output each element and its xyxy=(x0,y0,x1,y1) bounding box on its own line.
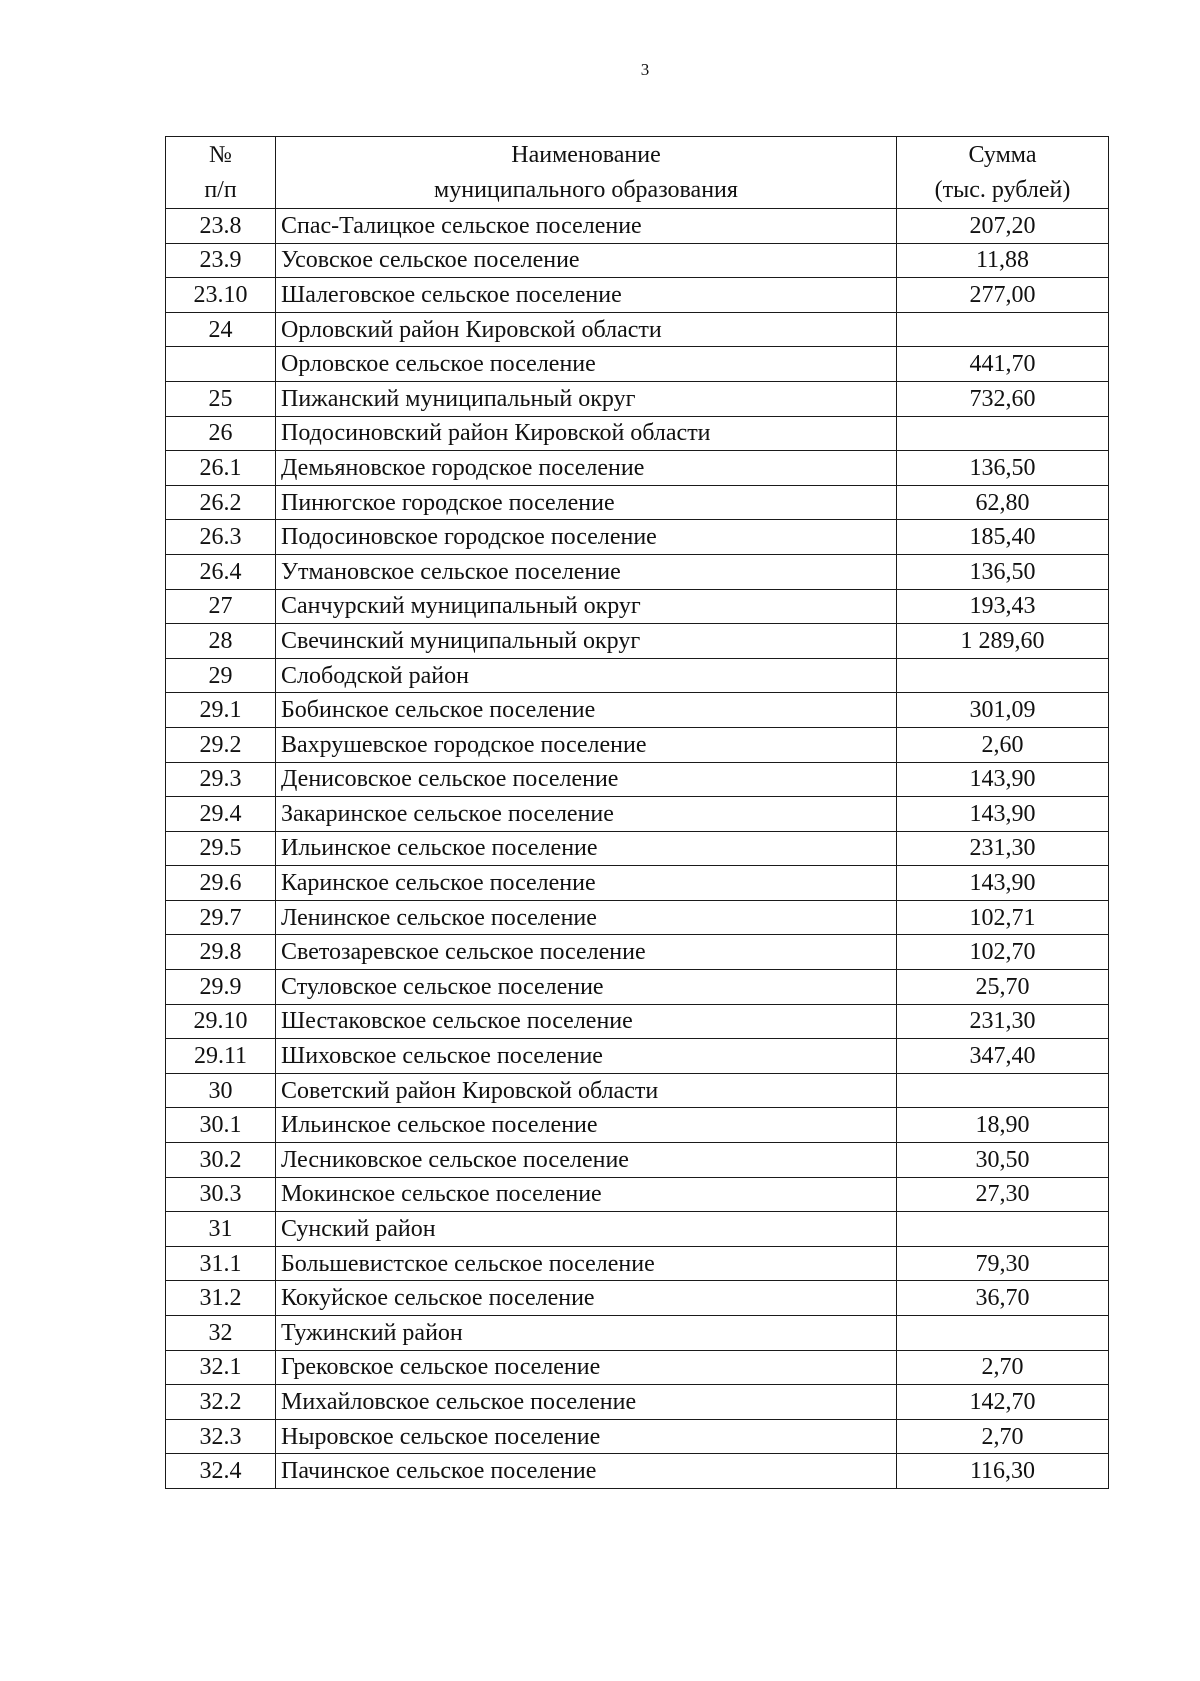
municipality-name-cell: Лесниковское сельское поселение xyxy=(276,1143,897,1178)
header-row xyxy=(166,137,1109,209)
allocation-table xyxy=(165,136,1109,1489)
row-number-cell: 29.9 xyxy=(166,970,276,1005)
amount-cell: 231,30 xyxy=(897,1004,1109,1039)
row-number-cell: 26.4 xyxy=(166,554,276,589)
table-row xyxy=(166,1039,1109,1074)
table-body xyxy=(166,209,1109,1489)
table-row xyxy=(166,1177,1109,1212)
amount-cell: 27,30 xyxy=(897,1177,1109,1212)
municipality-name-cell: Бобинское сельское поселение xyxy=(276,693,897,728)
amount-cell: 277,00 xyxy=(897,278,1109,313)
row-number-cell: 29 xyxy=(166,658,276,693)
header-sum xyxy=(897,137,1109,209)
municipality-name-cell: Закаринское сельское поселение xyxy=(276,797,897,832)
row-number-cell: 31.2 xyxy=(166,1281,276,1316)
amount-cell: 347,40 xyxy=(897,1039,1109,1074)
municipality-name-cell: Свечинский муниципальный округ xyxy=(276,624,897,659)
table-row xyxy=(166,589,1109,624)
amount-cell: 207,20 xyxy=(897,209,1109,244)
amount-cell xyxy=(897,416,1109,451)
row-number-cell: 32.2 xyxy=(166,1385,276,1420)
municipality-name-cell: Светозаревское сельское поселение xyxy=(276,935,897,970)
table-row xyxy=(166,658,1109,693)
row-number-cell: 32.3 xyxy=(166,1419,276,1454)
row-number-cell: 29.4 xyxy=(166,797,276,832)
municipality-name-cell: Михайловское сельское поселение xyxy=(276,1385,897,1420)
municipality-name-cell: Тужинский район xyxy=(276,1316,897,1351)
table-row xyxy=(166,1454,1109,1489)
amount-cell xyxy=(897,1212,1109,1247)
municipality-name-cell: Вахрушевское городское поселение xyxy=(276,727,897,762)
row-number-cell: 25 xyxy=(166,381,276,416)
municipality-name-cell: Слободской район xyxy=(276,658,897,693)
municipality-name-cell: Большевистское сельское поселение xyxy=(276,1246,897,1281)
header-name-line-2: муниципального образования xyxy=(434,176,738,203)
municipality-name-cell: Шиховское сельское поселение xyxy=(276,1039,897,1074)
table-row xyxy=(166,451,1109,486)
table-row xyxy=(166,693,1109,728)
municipality-name-cell: Подосиновский район Кировской области xyxy=(276,416,897,451)
table-row xyxy=(166,485,1109,520)
row-number-cell: 29.3 xyxy=(166,762,276,797)
municipality-name-cell: Санчурский муниципальный округ xyxy=(276,589,897,624)
amount-cell: 143,90 xyxy=(897,797,1109,832)
table-row xyxy=(166,1004,1109,1039)
table-row xyxy=(166,416,1109,451)
amount-cell: 441,70 xyxy=(897,347,1109,382)
table-header xyxy=(166,137,1109,209)
row-number-cell: 32.1 xyxy=(166,1350,276,1385)
municipality-name-cell: Спас-Талицкое сельское поселение xyxy=(276,209,897,244)
header-num-line-1: № xyxy=(209,141,232,168)
row-number-cell: 30.1 xyxy=(166,1108,276,1143)
row-number-cell: 26.3 xyxy=(166,520,276,555)
amount-cell: 143,90 xyxy=(897,866,1109,901)
municipality-name-cell: Демьяновское городское поселение xyxy=(276,451,897,486)
row-number-cell: 29.7 xyxy=(166,900,276,935)
amount-cell: 136,50 xyxy=(897,451,1109,486)
row-number-cell: 29.11 xyxy=(166,1039,276,1074)
amount-cell: 2,60 xyxy=(897,727,1109,762)
table-row xyxy=(166,970,1109,1005)
table-row xyxy=(166,209,1109,244)
amount-cell: 25,70 xyxy=(897,970,1109,1005)
table-row xyxy=(166,1419,1109,1454)
row-number-cell: 26.1 xyxy=(166,451,276,486)
municipality-name-cell: Ильинское сельское поселение xyxy=(276,1108,897,1143)
row-number-cell: 31.1 xyxy=(166,1246,276,1281)
table-row xyxy=(166,554,1109,589)
municipality-name-cell: Пижанский муниципальный округ xyxy=(276,381,897,416)
amount-cell: 142,70 xyxy=(897,1385,1109,1420)
table-row xyxy=(166,1281,1109,1316)
amount-cell: 18,90 xyxy=(897,1108,1109,1143)
row-number-cell: 26 xyxy=(166,416,276,451)
row-number-cell xyxy=(166,347,276,382)
table-row xyxy=(166,520,1109,555)
amount-cell: 136,50 xyxy=(897,554,1109,589)
row-number-cell: 26.2 xyxy=(166,485,276,520)
amount-cell: 193,43 xyxy=(897,589,1109,624)
municipality-name-cell: Пинюгское городское поселение xyxy=(276,485,897,520)
page-number: 3 xyxy=(640,60,650,79)
municipality-name-cell: Денисовское сельское поселение xyxy=(276,762,897,797)
municipality-name-cell: Стуловское сельское поселение xyxy=(276,970,897,1005)
table-row xyxy=(166,1385,1109,1420)
row-number-cell: 29.8 xyxy=(166,935,276,970)
municipality-name-cell: Орловский район Кировской области xyxy=(276,312,897,347)
table-row xyxy=(166,1212,1109,1247)
header-num xyxy=(166,137,276,209)
table-row xyxy=(166,243,1109,278)
amount-cell: 11,88 xyxy=(897,243,1109,278)
municipality-name-cell: Кокуйское сельское поселение xyxy=(276,1281,897,1316)
table-row xyxy=(166,1143,1109,1178)
header-name-line-1: Наименование xyxy=(511,141,661,168)
row-number-cell: 29.2 xyxy=(166,727,276,762)
municipality-name-cell: Пачинское сельское поселение xyxy=(276,1454,897,1489)
row-number-cell: 27 xyxy=(166,589,276,624)
amount-cell: 2,70 xyxy=(897,1350,1109,1385)
municipality-name-cell: Ныровское сельское поселение xyxy=(276,1419,897,1454)
municipality-name-cell: Усовское сельское поселение xyxy=(276,243,897,278)
row-number-cell: 24 xyxy=(166,312,276,347)
amount-cell: 102,70 xyxy=(897,935,1109,970)
amount-cell: 143,90 xyxy=(897,762,1109,797)
amount-cell: 79,30 xyxy=(897,1246,1109,1281)
row-number-cell: 28 xyxy=(166,624,276,659)
row-number-cell: 23.10 xyxy=(166,278,276,313)
amount-cell: 185,40 xyxy=(897,520,1109,555)
amount-cell: 231,30 xyxy=(897,831,1109,866)
table-row xyxy=(166,935,1109,970)
table-row xyxy=(166,1108,1109,1143)
table-row xyxy=(166,1246,1109,1281)
table-row xyxy=(166,866,1109,901)
municipality-name-cell: Каринское сельское поселение xyxy=(276,866,897,901)
amount-cell xyxy=(897,312,1109,347)
row-number-cell: 30.2 xyxy=(166,1143,276,1178)
amount-cell xyxy=(897,1073,1109,1108)
table-row xyxy=(166,727,1109,762)
row-number-cell: 29.10 xyxy=(166,1004,276,1039)
municipality-name-cell: Грековское сельское поселение xyxy=(276,1350,897,1385)
amount-cell: 1 289,60 xyxy=(897,624,1109,659)
municipality-name-cell: Подосиновское городское поселение xyxy=(276,520,897,555)
row-number-cell: 32 xyxy=(166,1316,276,1351)
table-row xyxy=(166,900,1109,935)
row-number-cell: 31 xyxy=(166,1212,276,1247)
table-row xyxy=(166,624,1109,659)
row-number-cell: 23.9 xyxy=(166,243,276,278)
row-number-cell: 29.6 xyxy=(166,866,276,901)
table-row xyxy=(166,1316,1109,1351)
row-number-cell: 29.1 xyxy=(166,693,276,728)
table-row xyxy=(166,381,1109,416)
amount-cell: 36,70 xyxy=(897,1281,1109,1316)
municipality-name-cell: Советский район Кировской области xyxy=(276,1073,897,1108)
table-row xyxy=(166,1073,1109,1108)
table-row xyxy=(166,797,1109,832)
municipality-name-cell: Утмановское сельское поселение xyxy=(276,554,897,589)
amount-cell xyxy=(897,658,1109,693)
amount-cell xyxy=(897,1316,1109,1351)
table-row xyxy=(166,831,1109,866)
table-row xyxy=(166,1350,1109,1385)
table-row xyxy=(166,347,1109,382)
row-number-cell: 23.8 xyxy=(166,209,276,244)
amount-cell: 2,70 xyxy=(897,1419,1109,1454)
table-row xyxy=(166,278,1109,313)
amount-cell: 116,30 xyxy=(897,1454,1109,1489)
row-number-cell: 30.3 xyxy=(166,1177,276,1212)
municipality-name-cell: Шестаковское сельское поселение xyxy=(276,1004,897,1039)
row-number-cell: 30 xyxy=(166,1073,276,1108)
amount-cell: 301,09 xyxy=(897,693,1109,728)
municipality-name-cell: Шалеговское сельское поселение xyxy=(276,278,897,313)
amount-cell: 102,71 xyxy=(897,900,1109,935)
amount-cell: 62,80 xyxy=(897,485,1109,520)
header-sum-line-2: (тыс. рублей) xyxy=(934,176,1071,203)
header-name xyxy=(276,137,897,209)
municipality-name-cell: Сунский район xyxy=(276,1212,897,1247)
municipality-name-cell: Орловское сельское поселение xyxy=(276,347,897,382)
header-sum-line-1: Сумма xyxy=(968,141,1037,168)
row-number-cell: 29.5 xyxy=(166,831,276,866)
table-row xyxy=(166,762,1109,797)
municipality-name-cell: Ильинское сельское поселение xyxy=(276,831,897,866)
amount-cell: 30,50 xyxy=(897,1143,1109,1178)
row-number-cell: 32.4 xyxy=(166,1454,276,1489)
municipality-name-cell: Мокинское сельское поселение xyxy=(276,1177,897,1212)
table-row xyxy=(166,312,1109,347)
header-num-line-2: п/п xyxy=(204,176,237,203)
amount-cell: 732,60 xyxy=(897,381,1109,416)
municipality-name-cell: Ленинское сельское поселение xyxy=(276,900,897,935)
